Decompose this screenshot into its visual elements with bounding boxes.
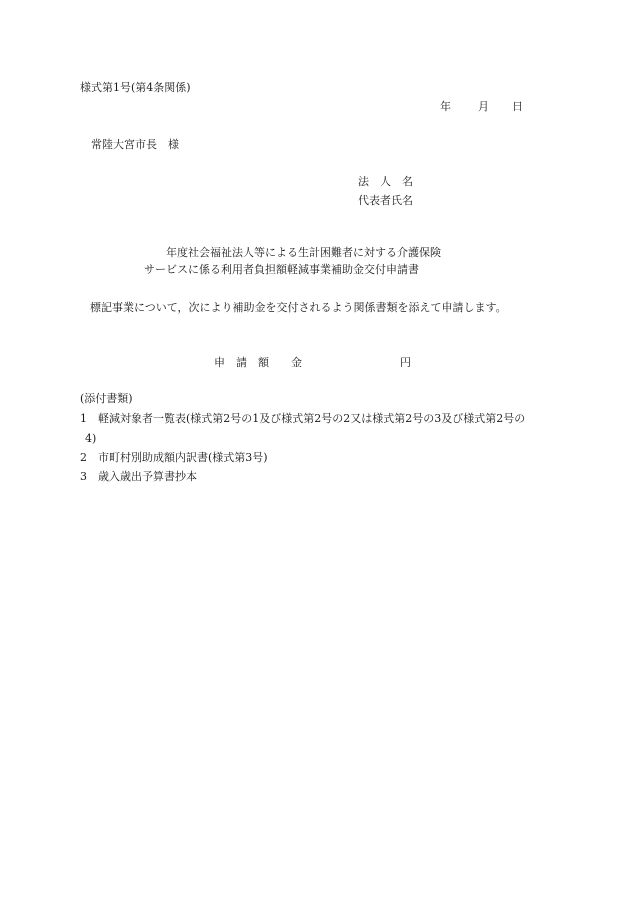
- body-text: 標記事業について，次により補助金を交付されるよう関係書類を添えて申請します。: [90, 301, 507, 314]
- date-year: 年: [440, 100, 451, 113]
- representative-label: 代表者氏名: [358, 194, 413, 207]
- addressee: 常陸大宮市長 様: [91, 138, 179, 151]
- item-number: 1: [80, 412, 87, 425]
- item-number: 2: [80, 451, 87, 464]
- title-line-2: サービスに係る利用者負担額軽減事業補助金交付申請書: [144, 263, 419, 276]
- corp-name-label: 法 人 名: [358, 175, 413, 188]
- item-number: 3: [80, 470, 87, 483]
- item-text: 歳入歳出予算書抄本: [98, 470, 197, 483]
- item-continuation: 4): [85, 432, 97, 445]
- title-line-1: 年度社会福祉法人等による生計困難者に対する介護保険: [166, 246, 441, 259]
- date-month: 月: [478, 100, 489, 113]
- date-day: 日: [512, 100, 523, 113]
- item-text: 軽減対象者一覧表(様式第2号の1及び様式第2号の2又は様式第2号の3及び様式第2号の: [98, 412, 526, 425]
- form-number: 様式第1号(第4条関係): [80, 81, 191, 94]
- amount-label: 申 請 額 金: [214, 356, 302, 369]
- attachments-heading: (添付書類): [80, 392, 133, 405]
- amount-unit: 円: [400, 356, 411, 369]
- item-text: 市町村別助成額内訳書(様式第3号): [98, 451, 268, 464]
